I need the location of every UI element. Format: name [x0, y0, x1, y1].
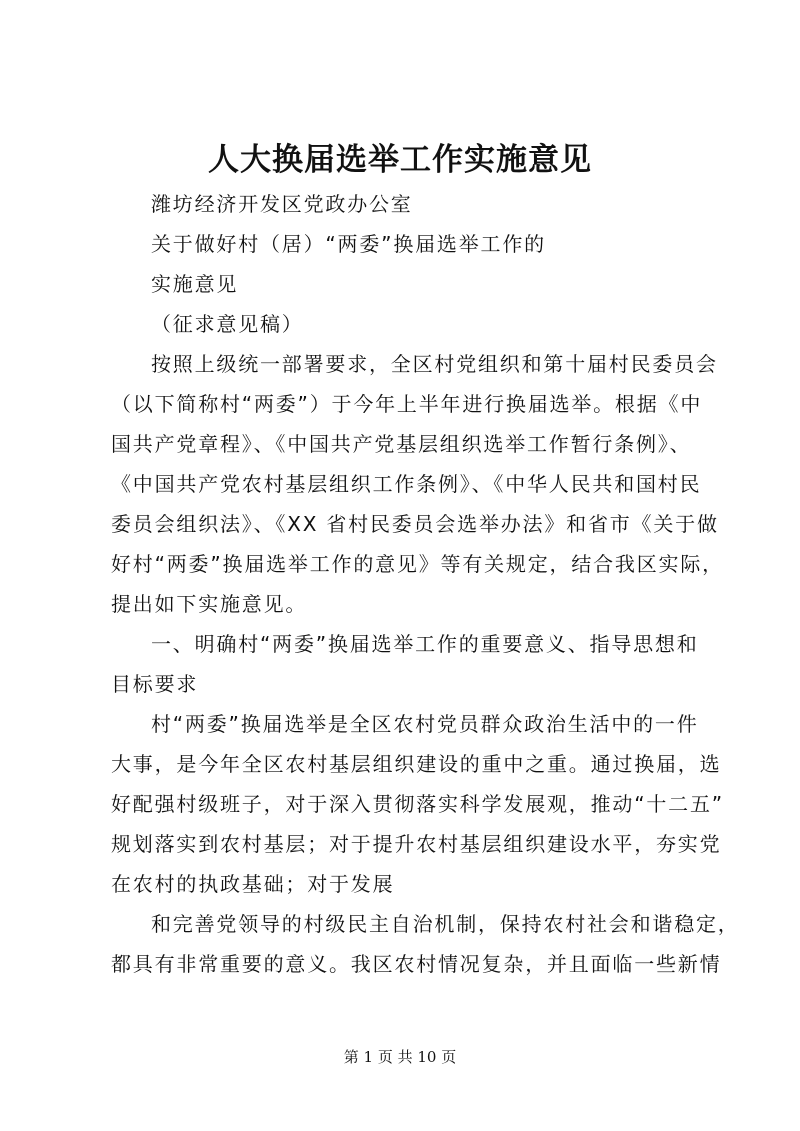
paragraph-line: 村“两委”换届选举是全区农村党员群众政治生活中的一件 — [151, 712, 699, 736]
paragraph-significance — [111, 704, 724, 904]
heading-line: 一、明确村“两委”换届选举工作的重要意义、指导思想和 — [151, 632, 699, 656]
header-line-issuer: 潍坊经济开发区党政办公室 — [151, 192, 413, 216]
paragraph-line: 按照上级统一部署要求，全区村党组织和第十届村民委员会 — [151, 352, 718, 376]
paragraph-line: 提出如下实施意见。 — [111, 592, 308, 616]
paragraph-line: 规划落实到农村基层；对于提升农村基层组织建设水平，夯实党 — [111, 832, 722, 856]
paragraph-line: 都具有非常重要的意义。我区农村情况复杂，并且面临一些新情 — [111, 952, 722, 976]
paragraph-line: 在农村的执政基础；对于发展 — [111, 872, 395, 896]
paragraph-line: 大事，是今年全区农村基层组织建设的重中之重。通过换届，选 — [111, 752, 722, 776]
page-footer: 第 1 页 共 10 页 — [343, 1048, 457, 1066]
paragraph-continuation — [111, 904, 740, 984]
paragraph-line: 好村“两委”换届选举工作的意见》等有关规定，结合我区实际， — [111, 552, 724, 576]
paragraph-intro — [111, 344, 724, 624]
header-line-doc-type: 实施意见 — [151, 272, 239, 296]
section-heading-1 — [111, 624, 701, 704]
header-line-draft-note: （征求意见稿） — [151, 312, 304, 336]
paragraph-line: 好配强村级班子，对于深入贯彻落实科学发展观，推动“十二五” — [111, 792, 724, 816]
document-title: 人大换届选举工作实施意见 — [208, 142, 592, 178]
header-line-subject: 关于做好村（居）“两委”换届选举工作的 — [151, 232, 546, 256]
paragraph-line: 和完善党领导的村级民主自治机制，保持农村社会和谐稳定， — [151, 912, 740, 936]
paragraph-line: 《中国共产党农村基层组织工作条例》、《中华人民共和国村民 — [111, 472, 702, 496]
heading-line: 目标要求 — [111, 672, 199, 696]
paragraph-line: （以下简称村“两委”）于今年上半年进行换届选举。根据《中 — [111, 392, 703, 416]
paragraph-line: 国共产党章程》、《中国共产党基层组织选举工作暂行条例》、 — [111, 432, 692, 456]
document-body — [111, 184, 740, 984]
paragraph-line: 委员会组织法》、《XX 省村民委员会选举办法》和省市《关于做 — [111, 512, 719, 536]
